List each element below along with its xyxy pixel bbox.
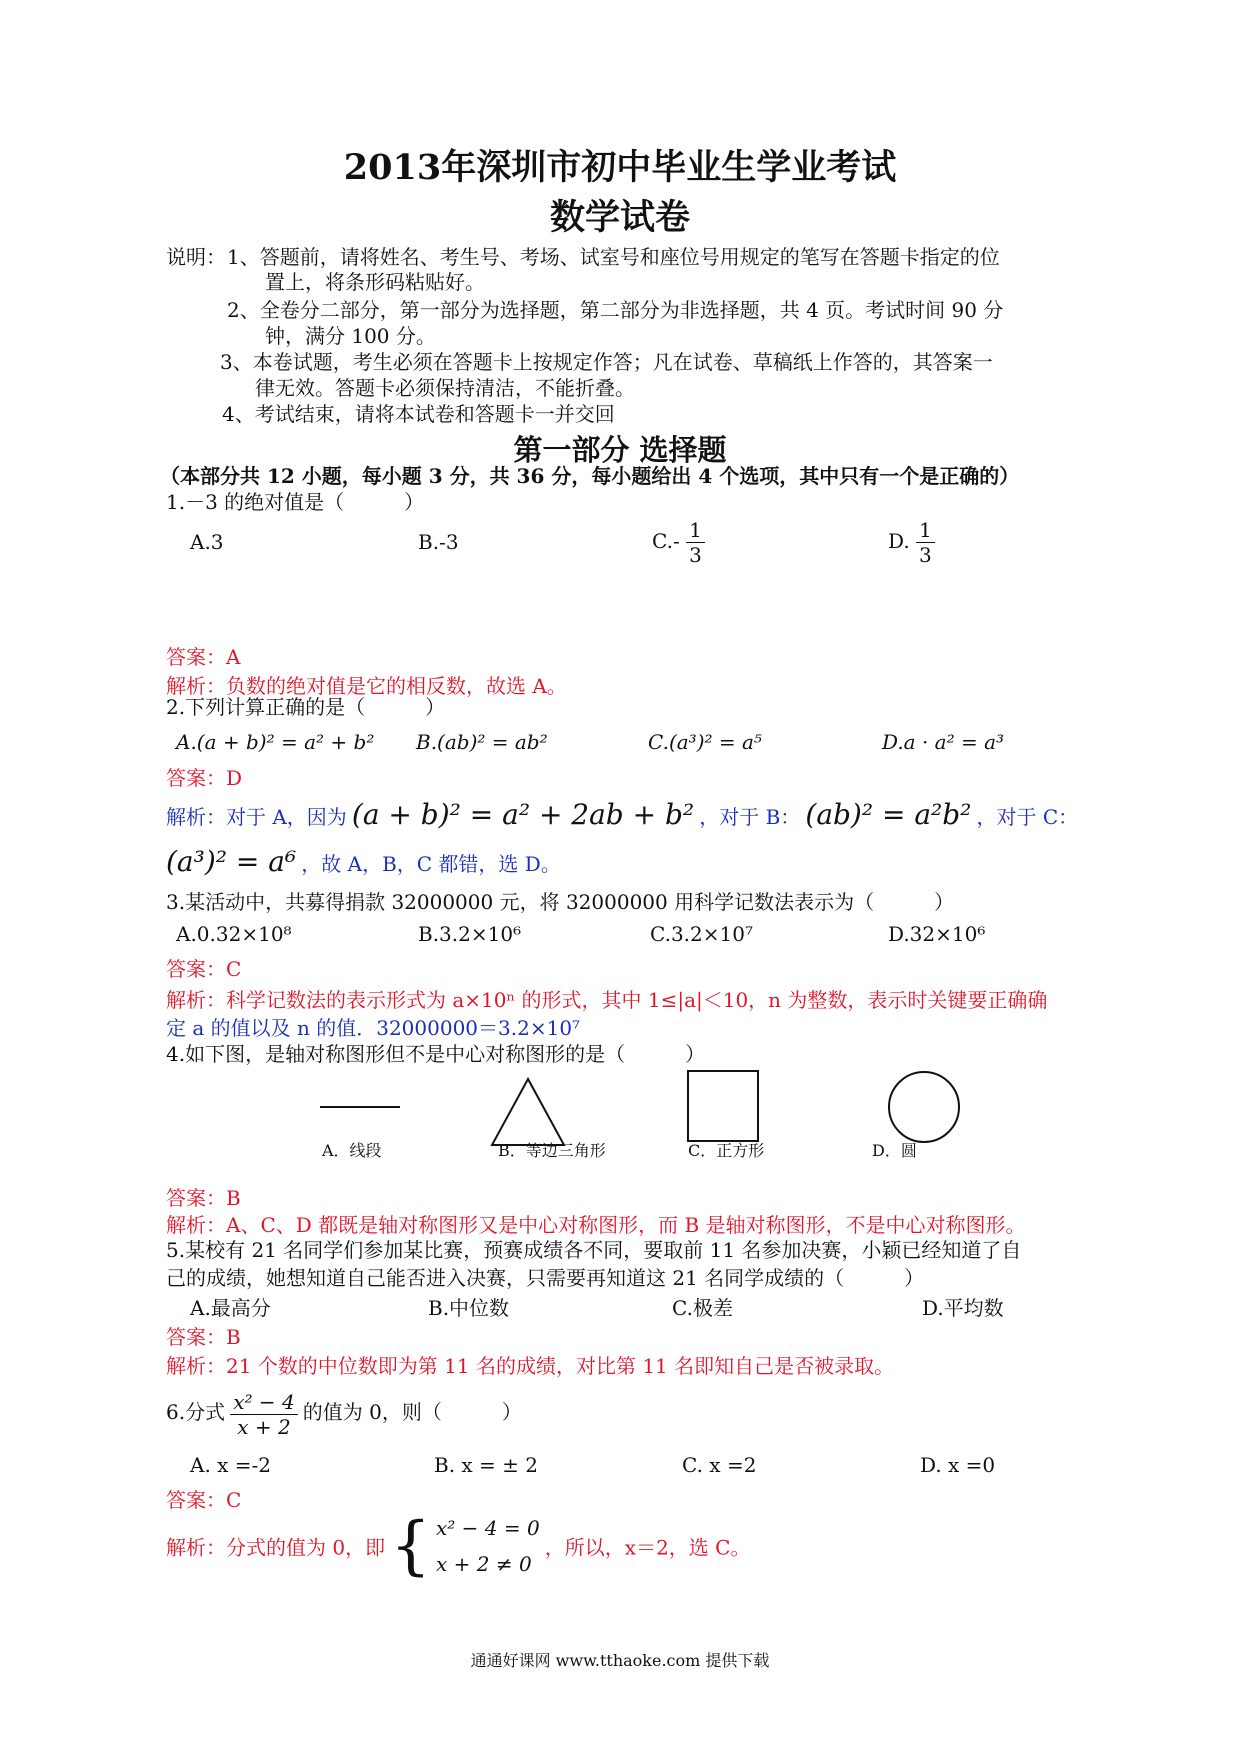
question-5-stem-line-1: 5.某校有 21 名同学们参加某比赛，预赛成绩各不同，要取前 11 名参加决赛，小颖已经知道了自 <box>166 1238 1022 1262</box>
question-4-figure-label-a: A．线段 <box>322 1141 382 1160</box>
question-2-analysis-pre: 解析：对于 A，因为 <box>166 805 347 829</box>
question-4-figures <box>300 1065 960 1185</box>
instruction-line-3b: 律无效。答题卡必须保持清洁，不能折叠。 <box>255 376 635 400</box>
question-2-analysis-math-2: (ab)² = a²b² <box>805 798 972 831</box>
question-2-analysis-math-1: (a + b)² = a² + 2ab + b² <box>351 798 695 831</box>
exam-title: 2013年深圳市初中毕业生学业考试 <box>343 147 897 188</box>
question-2-analysis-math-3: (a³)² = a⁶ <box>166 845 297 878</box>
instruction-line-1b: 置上，将条形码粘贴好。 <box>265 270 485 294</box>
question-2-option-a: A.(a + b)² = a² + b² <box>176 730 375 754</box>
question-1-answer: 答案：A <box>166 645 241 669</box>
question-5-option-d: D.平均数 <box>922 1296 1004 1320</box>
question-2-stem: 2.下列计算正确的是（ ） <box>166 695 446 719</box>
question-2-option-d: D.a · a² = a³ <box>882 730 1005 754</box>
equilateral-triangle-figure <box>492 1079 564 1145</box>
question-2-answer: 答案：D <box>166 766 243 790</box>
question-6-option-b: B. x = ± 2 <box>434 1453 539 1477</box>
question-4-answer: 答案：B <box>166 1186 241 1210</box>
question-6-stem-post: 的值为 0，则（ ） <box>302 1400 522 1424</box>
instruction-line-2: 2、全卷分二部分，第一部分为选择题，第二部分为非选择题，共 4 页。考试时间 90 分 <box>227 298 1004 322</box>
question-4-analysis: 解析：A、C、D 都既是轴对称图形又是中心对称图形，而 B 是轴对称图形，不是中心对称图形。 <box>166 1213 1026 1237</box>
question-1-option-c: C.- <box>652 529 680 553</box>
question-6-answer: 答案：C <box>166 1488 242 1512</box>
question-5-analysis: 解析：21 个数的中位数即为第 11 名的成绩，对比第 11 名即知自己是否被录取。 <box>166 1354 895 1378</box>
exam-subtitle: 数学试卷 <box>549 197 690 238</box>
question-5-option-c: C.极差 <box>672 1296 733 1320</box>
question-2-analysis-mid-1: ，对于 B： <box>699 805 801 829</box>
question-6-fraction: $\frac{\text{x² − 4}}{x + 2}$ <box>230 1390 298 1439</box>
question-5-stem-line-2: 己的成绩，她想知道自己能否进入决赛，只需要再知道这 21 名同学成绩的（ ） <box>166 1266 925 1290</box>
circle-figure <box>889 1072 959 1142</box>
page-footer: 通通好课网 www.tthaoke.com 提供下载 <box>470 1651 770 1670</box>
question-5-answer: 答案：B <box>166 1325 241 1349</box>
system-brace: { <box>390 1509 431 1583</box>
question-6-option-d: D. x =0 <box>920 1453 996 1477</box>
question-2-analysis-post: ，故 A，B，C 都错，选 D。 <box>301 852 561 876</box>
question-2-option-b: B.(ab)² = ab² <box>416 730 548 754</box>
question-1-option-d: D. <box>888 529 910 553</box>
section-note: （本部分共 12 小题，每小题 3 分，共 36 分，每小题给出 4 个选项，其中只有一个是正确的） <box>160 464 1020 488</box>
question-4-figure-label-b: B．等边三角形 <box>498 1141 606 1160</box>
instruction-line-1: 1、答题前，请将姓名、考生号、考场、试室号和座位号用规定的笔写在答题卡指定的位 <box>227 245 1000 269</box>
question-6-option-c: C. x =2 <box>682 1453 757 1477</box>
question-3-analysis-line-2: 定 a 的值以及 n 的值．32000000＝3.2×10⁷ <box>166 1016 581 1040</box>
question-5-option-b: B.中位数 <box>428 1296 510 1320</box>
question-6-analysis-pre: 解析：分式的值为 0，即 <box>166 1535 386 1560</box>
question-4-figure-label-c: C．正方形 <box>688 1141 765 1160</box>
question-3-option-b: B.3.2×10⁶ <box>418 922 522 946</box>
instructions-label: 说明： <box>166 245 226 269</box>
question-2-option-c: C.(a³)² = a⁵ <box>648 730 762 754</box>
instruction-line-2b: 钟，满分 100 分。 <box>265 324 436 348</box>
question-2-analysis-mid-2: ，对于 C： <box>976 805 1079 829</box>
question-4-figure-label-d: D．圆 <box>872 1141 917 1160</box>
question-3-option-c: C.3.2×10⁷ <box>650 922 753 946</box>
section-title: 第一部分 选择题 <box>513 433 727 467</box>
question-6-stem-pre: 6.分式 <box>166 1400 226 1424</box>
question-6-equation-system: x² − 4 = 0 x + 2 ≠ 0 <box>436 1516 540 1576</box>
question-6-option-a: A. x =-2 <box>190 1453 272 1477</box>
question-1-option-d-fraction: $\frac{1}{3}$ <box>916 518 935 567</box>
question-1-stem: 1.－3 的绝对值是（ ） <box>166 490 425 514</box>
question-1-option-c-fraction: $\frac{1}{3}$ <box>686 518 705 567</box>
question-3-option-a: A.0.32×10⁸ <box>176 922 292 946</box>
question-3-stem: 3.某活动中，共募得捐款 32000000 元，将 32000000 用科学记数法表示为（ ） <box>166 890 955 914</box>
question-3-answer: 答案：C <box>166 957 242 981</box>
question-1-option-b: B.-3 <box>418 530 459 554</box>
square-figure <box>688 1071 758 1141</box>
instruction-line-3: 3、本卷试题，考生必须在答题卡上按规定作答；凡在试卷、草稿纸上作答的，其答案一 <box>220 350 993 374</box>
question-6-analysis-post: ，所以，x＝2，选 C。 <box>544 1535 751 1560</box>
question-1-analysis: 解析：负数的绝对值是它的相反数，故选 A。 <box>166 674 567 698</box>
question-5-option-a: A.最高分 <box>190 1296 271 1320</box>
question-3-option-d: D.32×10⁶ <box>888 922 986 946</box>
question-4-stem: 4.如下图，是轴对称图形但不是中心对称图形的是（ ） <box>166 1042 706 1066</box>
question-3-analysis-line-1: 解析：科学记数法的表示形式为 a×10ⁿ 的形式，其中 1≤|a|＜10，n 为整数，表示时关键要正确确 <box>166 988 1048 1012</box>
instruction-line-4: 4、考试结束，请将本试卷和答题卡一并交回 <box>222 402 615 426</box>
question-1-option-a: A.3 <box>190 530 224 554</box>
